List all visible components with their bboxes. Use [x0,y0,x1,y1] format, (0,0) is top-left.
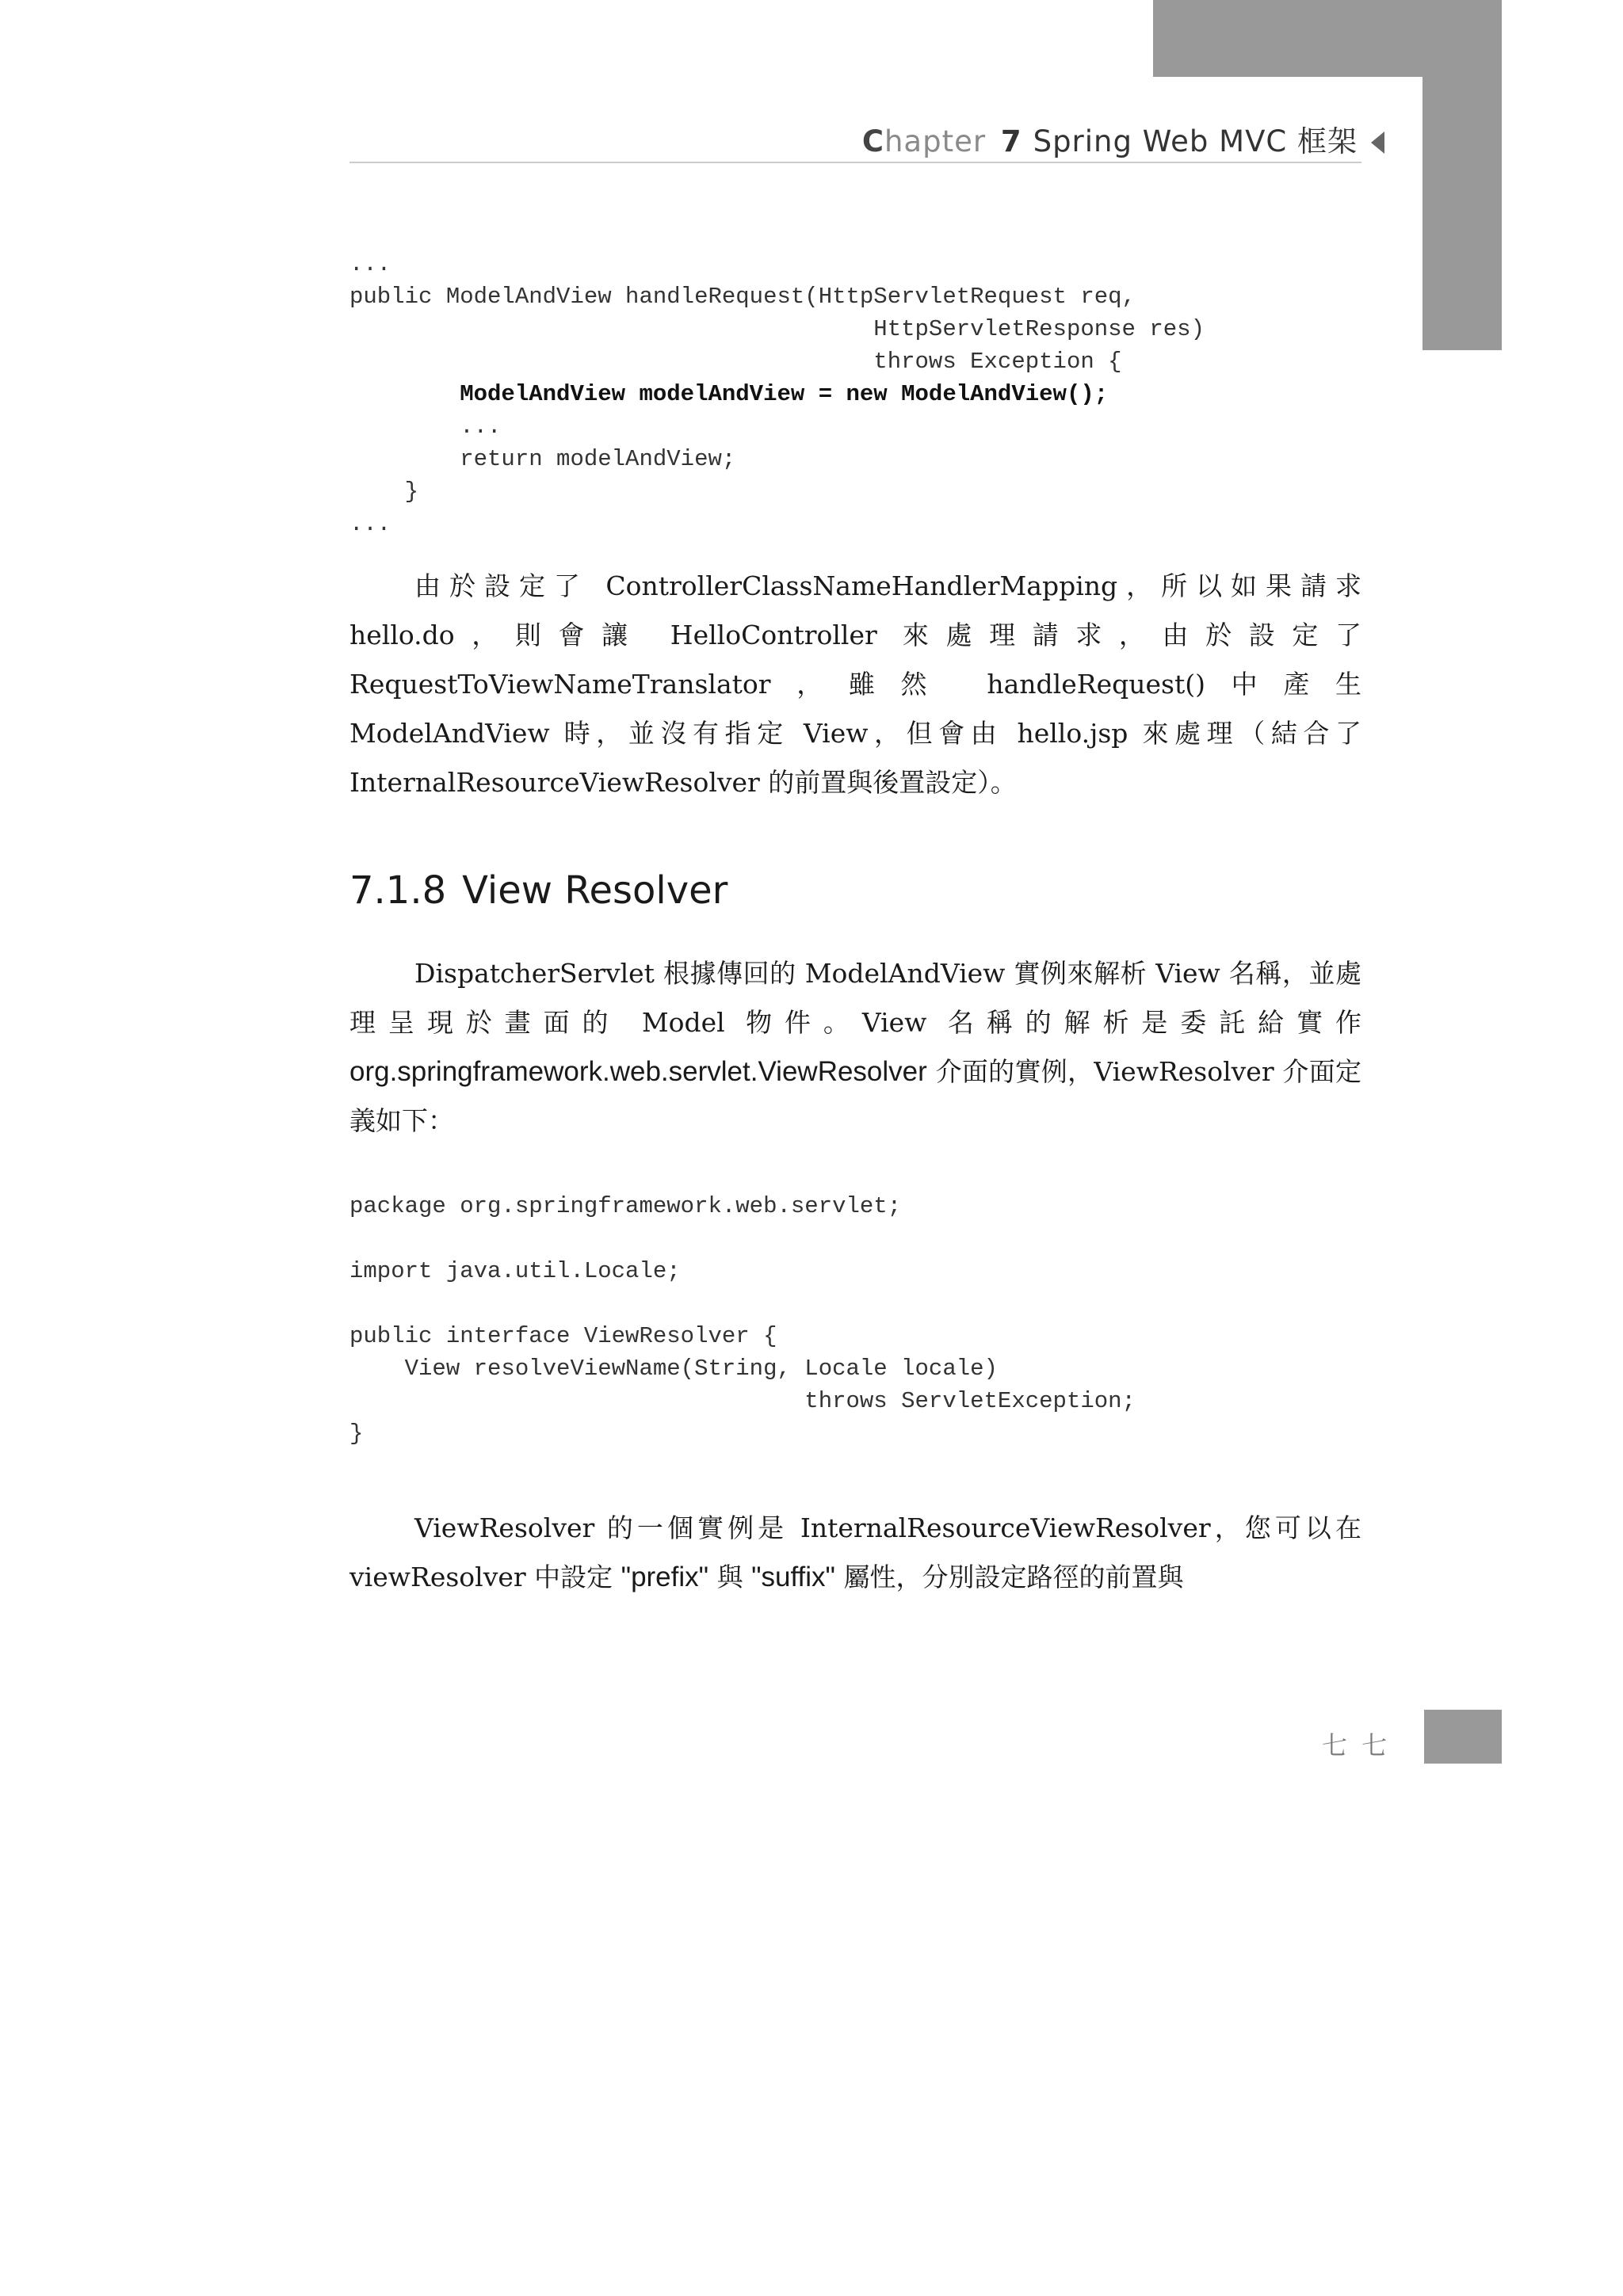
paragraph-text: 與 [708,1562,752,1592]
code-block-view-resolver [349,1190,1136,1450]
code-line-highlighted: ModelAndView modelAndView = new ModelAndView(); [349,381,1109,407]
code-line: ... [349,251,391,277]
chapter-word: hapter [884,124,987,158]
body-paragraph: 由於設定了 ControllerClassNameHandlerMapping，所以如果請求 hello.do，則會讓 HelloController 來處理請求，由於設定了 RequestToViewNameTranslator，雖然 handleRequest()中產生 ModelAndView 時，並沒有指定 View，但會由 hello.jsp 來處理（結合了 InternalResourceViewResolver 的前置與後置設定）。 [349,570,1361,798]
code-line: public interface ViewResolver { [349,1323,777,1349]
code-block-handle-request [349,248,1205,540]
footer-tab-decoration [1424,1710,1502,1764]
code-line: ... [349,414,502,440]
paragraph-text: ViewResolver 的一個實例是 InternalResourceViewResolver，您可以在 viewResolver 中設定 [349,1512,1361,1592]
paragraph-text: 介面的實例，ViewResolver 介面定義如下： [349,1056,1361,1136]
chapter-initial: C [861,124,884,158]
code-line: return modelAndView; [349,446,736,472]
code-line: throws Exception { [349,349,1122,375]
section-heading [349,868,727,913]
code-line: public ModelAndView handleRequest(HttpServletRequest req, [349,284,1136,310]
header-divider [349,162,1361,163]
section-title: View Resolver [462,868,728,913]
code-line: HttpServletResponse res) [349,316,1205,342]
page-number: 七 七 [1322,1730,1391,1760]
prefix-property: "prefix" [621,1562,709,1592]
suffix-property: "suffix" [751,1562,835,1592]
paragraph-text: DispatcherServlet 根據傳回的 ModelAndView 實例來解析 View 名稱，並處理呈現於畫面的 Model 物件。View 名稱的解析是委託給實作 [349,958,1361,1038]
paragraph-text: 屬性，分別設定路徑的前置與 [834,1562,1184,1592]
code-line: } [349,1421,364,1447]
code-line: throws ServletException; [349,1388,1136,1414]
body-paragraph [349,949,1361,1146]
body-paragraph [349,1504,1361,1602]
chapter-title: Spring Web MVC 框架 [1033,124,1358,158]
chapter-number: 7 [1000,124,1022,158]
code-line: } [349,479,419,505]
left-triangle-icon [1371,132,1384,154]
section-number: 7.1.8 [349,868,447,913]
code-line: import java.util.Locale; [349,1258,681,1284]
side-tab-decoration [1423,77,1502,350]
code-line: package org.springframework.web.servlet; [349,1193,902,1219]
code-line: ... [349,511,391,537]
running-header [862,117,1358,160]
interface-name: org.springframework.web.servlet.ViewResolver [349,1056,927,1087]
code-line: View resolveViewName(String, Locale locale) [349,1356,998,1382]
corner-tab-decoration [1153,0,1502,77]
